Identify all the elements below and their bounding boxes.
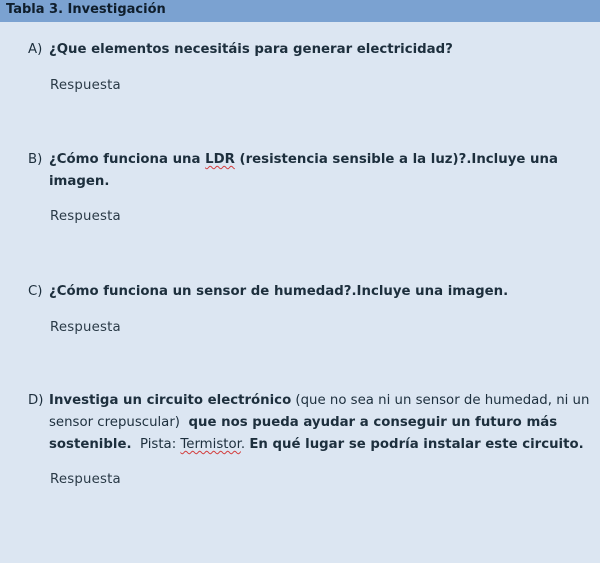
question-d-line2-normal: sensor crepuscular) <box>49 415 180 430</box>
question-d-line3-bold-a: sostenible. <box>49 437 132 452</box>
question-c <box>28 281 508 303</box>
question-b-text-line2: imagen. <box>49 174 110 189</box>
question-d-line1-bold: Investiga un circuito electrónico <box>49 393 292 408</box>
question-a <box>28 39 453 61</box>
answer-a[interactable]: Respuesta <box>50 78 121 93</box>
answer-c[interactable]: Respuesta <box>50 320 121 335</box>
question-c-letter: C) <box>28 284 43 299</box>
question-d-line3-normal-a: Pista: <box>139 437 181 452</box>
answer-d[interactable]: Respuesta <box>50 472 121 487</box>
question-b-text-pre: ¿Cómo funciona una <box>49 152 206 167</box>
question-b <box>28 149 558 193</box>
question-d-line1-normal: (que no sea ni un sensor de humedad, ni un <box>291 393 590 408</box>
question-a-text: ¿Que elementos necesitáis para generar electricidad? <box>49 42 453 57</box>
table-title: Tabla 3. Investigación <box>6 2 166 17</box>
question-d-line3-bold-b: En qué lugar se podría instalar este circuito. <box>249 437 584 452</box>
question-d-termistor: Termistor <box>180 437 241 452</box>
question-b-ldr: LDR <box>205 152 235 167</box>
table-header <box>0 0 600 22</box>
question-b-letter: B) <box>28 152 43 167</box>
question-a-letter: A) <box>28 42 43 57</box>
question-d-line2-bold: que nos pueda ayudar a conseguir un futuro más <box>188 415 558 430</box>
question-d <box>28 390 589 456</box>
question-d-line3-normal-b: . <box>240 437 246 452</box>
question-c-text: ¿Cómo funciona un sensor de humedad?.Incluye una imagen. <box>49 284 509 299</box>
answer-b[interactable]: Respuesta <box>50 209 121 224</box>
question-b-text-post: (resistencia sensible a la luz)?.Incluye una <box>234 152 558 167</box>
question-d-letter: D) <box>28 393 44 408</box>
